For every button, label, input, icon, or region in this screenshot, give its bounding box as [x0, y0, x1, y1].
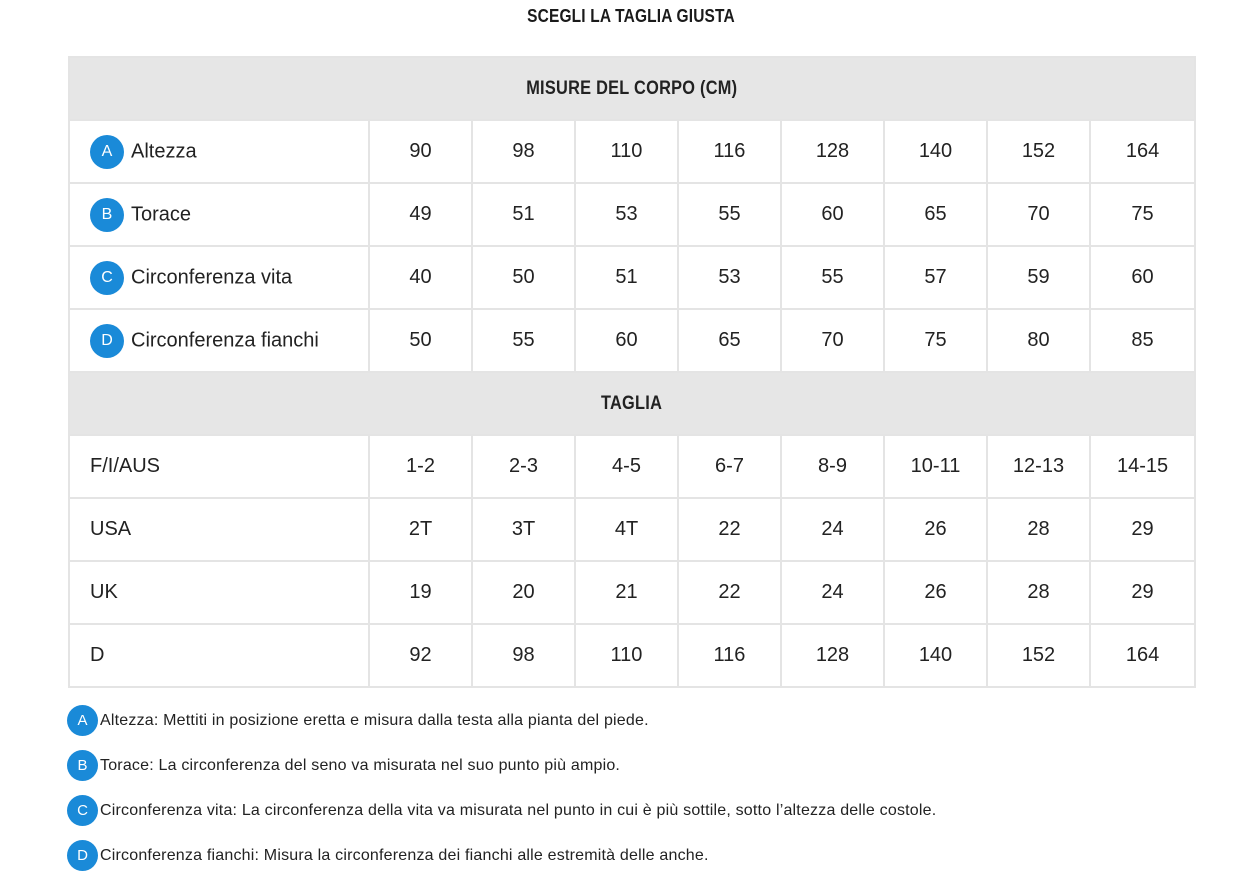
table-cell: 116	[678, 624, 781, 687]
table-cell: 85	[1090, 309, 1195, 372]
table-cell: 55	[678, 183, 781, 246]
table-cell: 53	[678, 246, 781, 309]
body-measurements-header	[69, 57, 1195, 120]
table-row	[69, 561, 1195, 624]
table-cell: 2T	[369, 498, 472, 561]
table-cell: 65	[678, 309, 781, 372]
measurement-label-cell	[69, 183, 369, 246]
table-cell: 140	[884, 120, 987, 183]
measurement-label: Circonferenza vita	[131, 266, 293, 288]
table-row	[69, 246, 1195, 309]
table-cell: 98	[472, 120, 575, 183]
note-badge: D	[67, 840, 98, 871]
table-cell: 40	[369, 246, 472, 309]
table-cell: 116	[678, 120, 781, 183]
size-header	[69, 372, 1195, 435]
note-item	[67, 750, 1217, 795]
note-item	[67, 795, 1217, 840]
table-cell: 75	[884, 309, 987, 372]
note-text: Altezza: Mettiti in posizione eretta e misura dalla testa alla pianta del piede.	[100, 712, 649, 729]
size-system-label: F/I/AUS	[69, 435, 369, 498]
measurement-badge: A	[90, 135, 124, 169]
table-cell: 24	[781, 561, 884, 624]
table-cell: 3T	[472, 498, 575, 561]
measurement-badge: D	[90, 324, 124, 358]
table-cell: 65	[884, 183, 987, 246]
table-row	[69, 183, 1195, 246]
table-cell: 60	[781, 183, 884, 246]
table-cell: 80	[987, 309, 1090, 372]
table-cell: 55	[781, 246, 884, 309]
table-cell: 110	[575, 120, 678, 183]
table-cell: 12-13	[987, 435, 1090, 498]
table-cell: 152	[987, 120, 1090, 183]
table-cell: 140	[884, 624, 987, 687]
table-cell: 21	[575, 561, 678, 624]
table-cell: 51	[575, 246, 678, 309]
page-title: SCEGLI LA TAGLIA GIUSTA	[527, 6, 735, 26]
table-cell: 50	[472, 246, 575, 309]
table-cell: 1-2	[369, 435, 472, 498]
table-cell: 6-7	[678, 435, 781, 498]
measurement-label-cell	[69, 246, 369, 309]
note-text: Circonferenza fianchi: Misura la circonferenza dei fianchi alle estremità delle anche.	[100, 847, 709, 864]
note-text: Circonferenza vita: La circonferenza della vita va misurata nel punto in cui è più sottile, sotto l’altezza delle costole.	[100, 802, 937, 819]
table-cell: 55	[472, 309, 575, 372]
table-cell: 22	[678, 498, 781, 561]
table-cell: 59	[987, 246, 1090, 309]
table-cell: 70	[781, 309, 884, 372]
measurement-notes	[67, 705, 1217, 885]
table-row	[69, 120, 1195, 183]
table-cell: 49	[369, 183, 472, 246]
measurement-label-cell	[69, 120, 369, 183]
measurement-badge: C	[90, 261, 124, 295]
body-measurements-title: MISURE DEL CORPO (CM)	[526, 77, 738, 99]
table-cell: 128	[781, 120, 884, 183]
size-system-label: UK	[69, 561, 369, 624]
measurement-label-cell	[69, 309, 369, 372]
note-badge: A	[67, 705, 98, 736]
table-cell: 110	[575, 624, 678, 687]
table-cell: 60	[575, 309, 678, 372]
table-cell: 8-9	[781, 435, 884, 498]
table-cell: 98	[472, 624, 575, 687]
table-cell: 28	[987, 498, 1090, 561]
table-cell: 29	[1090, 498, 1195, 561]
table-cell: 92	[369, 624, 472, 687]
size-system-label: D	[69, 624, 369, 687]
note-item	[67, 840, 1217, 885]
table-row	[69, 435, 1195, 498]
size-system-label: USA	[69, 498, 369, 561]
measurement-label: Torace	[131, 203, 192, 225]
measurement-label: Circonferenza fianchi	[131, 329, 319, 351]
table-cell: 60	[1090, 246, 1195, 309]
table-cell: 24	[781, 498, 884, 561]
measurement-badge: B	[90, 198, 124, 232]
size-section-title: TAGLIA	[601, 392, 663, 414]
measurement-label: Altezza	[131, 140, 197, 162]
note-text: Torace: La circonferenza del seno va misurata nel suo punto più ampio.	[100, 757, 621, 774]
table-cell: 51	[472, 183, 575, 246]
table-cell: 10-11	[884, 435, 987, 498]
note-badge: C	[67, 795, 98, 826]
table-cell: 70	[987, 183, 1090, 246]
table-cell: 53	[575, 183, 678, 246]
table-cell: 29	[1090, 561, 1195, 624]
table-cell: 2-3	[472, 435, 575, 498]
table-cell: 4-5	[575, 435, 678, 498]
table-cell: 57	[884, 246, 987, 309]
table-cell: 75	[1090, 183, 1195, 246]
table-row	[69, 624, 1195, 687]
table-cell: 26	[884, 561, 987, 624]
table-cell: 50	[369, 309, 472, 372]
table-cell: 20	[472, 561, 575, 624]
table-cell: 164	[1090, 120, 1195, 183]
table-cell: 152	[987, 624, 1090, 687]
note-item	[67, 705, 1217, 750]
table-cell: 4T	[575, 498, 678, 561]
table-cell: 22	[678, 561, 781, 624]
table-row	[69, 309, 1195, 372]
table-cell: 164	[1090, 624, 1195, 687]
table-cell: 90	[369, 120, 472, 183]
table-cell: 128	[781, 624, 884, 687]
table-cell: 26	[884, 498, 987, 561]
table-cell: 14-15	[1090, 435, 1195, 498]
table-cell: 19	[369, 561, 472, 624]
table-cell: 28	[987, 561, 1090, 624]
table-row	[69, 498, 1195, 561]
note-badge: B	[67, 750, 98, 781]
size-chart-table	[68, 56, 1196, 688]
